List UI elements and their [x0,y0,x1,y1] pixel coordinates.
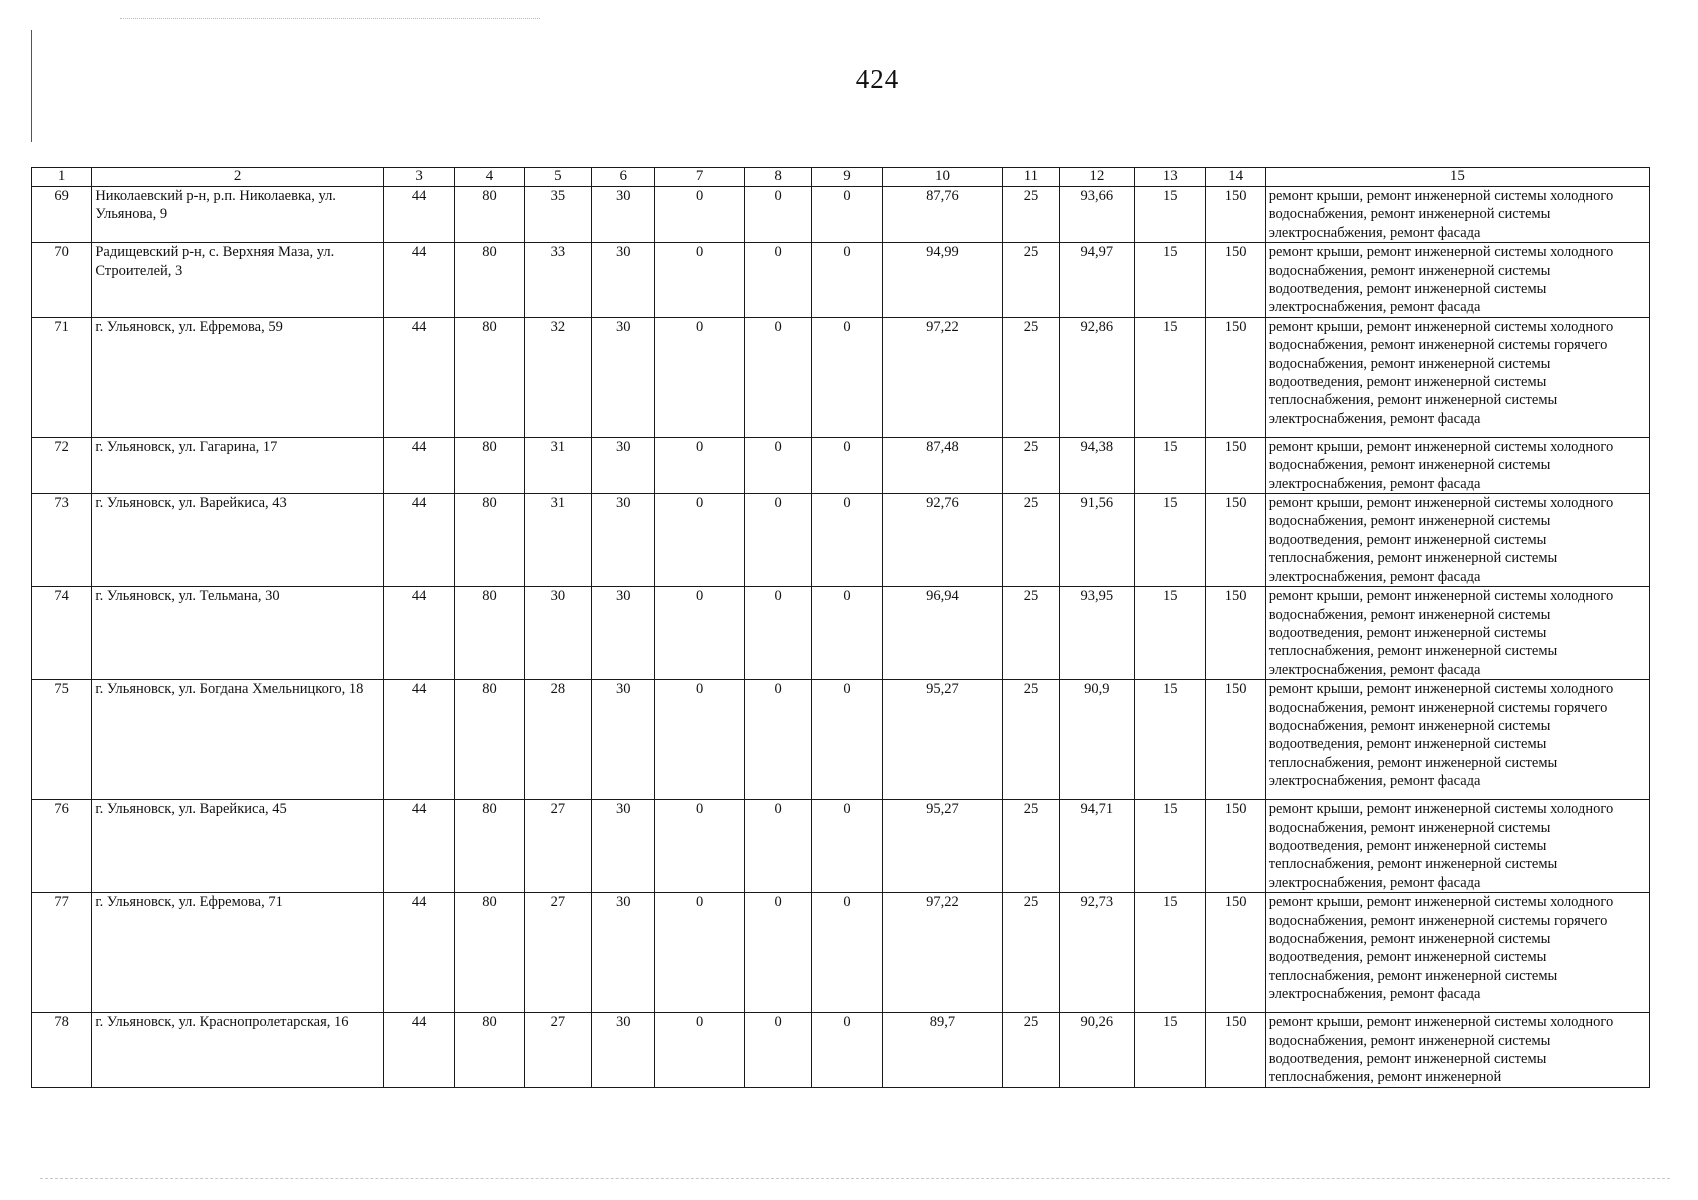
cell-value-col-8: 0 [744,494,811,587]
cell-value-col-9: 0 [812,437,882,493]
cell-value-col-14: 150 [1206,494,1265,587]
cell-value-col-10: 87,76 [882,187,1003,243]
address-cell: г. Ульяновск, ул. Ефремова, 71 [92,893,384,1013]
cell-value-col-11: 25 [1003,187,1059,243]
cell-value-col-14: 150 [1206,680,1265,800]
cell-value-col-10: 97,22 [882,893,1003,1013]
column-header-8: 8 [744,168,811,187]
row-number: 75 [32,680,92,800]
cell-value-col-12: 90,9 [1059,680,1134,800]
cell-value-col-4: 80 [455,1013,524,1088]
row-number: 77 [32,893,92,1013]
column-header-9: 9 [812,168,882,187]
cell-value-col-6: 30 [592,893,655,1013]
scan-noise [120,18,540,27]
cell-value-col-6: 30 [592,494,655,587]
cell-value-col-13: 15 [1135,187,1206,243]
cell-value-col-14: 150 [1206,800,1265,893]
cell-value-col-6: 30 [592,680,655,800]
cell-value-col-3: 44 [383,800,454,893]
cell-value-col-5: 32 [524,317,591,437]
row-number: 72 [32,437,92,493]
address-cell: г. Ульяновск, ул. Тельмана, 30 [92,587,384,680]
cell-value-col-6: 30 [592,587,655,680]
cell-value-col-4: 80 [455,187,524,243]
cell-value-col-4: 80 [455,680,524,800]
cell-value-col-4: 80 [455,437,524,493]
table-row [32,587,1650,680]
cell-value-col-7: 0 [655,893,744,1013]
work-types-cell: ремонт крыши, ремонт инженерной системы холодного водоснабжения, ремонт инженерной системы водоотведения, ремонт инженерной системы теплоснабжения, ремонт инженерной системы электроснабжения, ремонт фасада [1265,587,1649,680]
table-row [32,187,1650,243]
work-types-cell: ремонт крыши, ремонт инженерной системы холодного водоснабжения, ремонт инженерной системы водоотведения, ремонт инженерной системы электроснабжения, ремонт фасада [1265,243,1649,318]
cell-value-col-6: 30 [592,243,655,318]
cell-value-col-6: 30 [592,1013,655,1088]
work-types-cell: ремонт крыши, ремонт инженерной системы холодного водоснабжения, ремонт инженерной системы электроснабжения, ремонт фасада [1265,187,1649,243]
cell-value-col-10: 96,94 [882,587,1003,680]
cell-value-col-5: 31 [524,437,591,493]
row-number: 70 [32,243,92,318]
column-header-4: 4 [455,168,524,187]
cell-value-col-14: 150 [1206,893,1265,1013]
address-cell: г. Ульяновск, ул. Ефремова, 59 [92,317,384,437]
row-number: 69 [32,187,92,243]
cell-value-col-10: 95,27 [882,680,1003,800]
row-number: 73 [32,494,92,587]
cell-value-col-10: 95,27 [882,800,1003,893]
cell-value-col-8: 0 [744,893,811,1013]
row-number: 78 [32,1013,92,1088]
cell-value-col-5: 28 [524,680,591,800]
work-types-cell: ремонт крыши, ремонт инженерной системы холодного водоснабжения, ремонт инженерной системы водоотведения, ремонт инженерной системы теплоснабжения, ремонт инженерной [1265,1013,1649,1088]
column-header-15: 15 [1265,168,1649,187]
cell-value-col-7: 0 [655,494,744,587]
cell-value-col-7: 0 [655,800,744,893]
cell-value-col-12: 90,26 [1059,1013,1134,1088]
table-row [32,1013,1650,1088]
cell-value-col-12: 93,66 [1059,187,1134,243]
cell-value-col-8: 0 [744,680,811,800]
cell-value-col-11: 25 [1003,800,1059,893]
cell-value-col-13: 15 [1135,893,1206,1013]
cell-value-col-9: 0 [812,494,882,587]
cell-value-col-8: 0 [744,800,811,893]
cell-value-col-13: 15 [1135,317,1206,437]
cell-value-col-13: 15 [1135,680,1206,800]
cell-value-col-14: 150 [1206,243,1265,318]
cell-value-col-14: 150 [1206,187,1265,243]
cell-value-col-7: 0 [655,187,744,243]
column-header-13: 13 [1135,168,1206,187]
cell-value-col-12: 92,86 [1059,317,1134,437]
cell-value-col-6: 30 [592,437,655,493]
work-types-cell: ремонт крыши, ремонт инженерной системы холодного водоснабжения, ремонт инженерной системы водоотведения, ремонт инженерной системы теплоснабжения, ремонт инженерной системы электроснабжения, ремонт фасада [1265,494,1649,587]
cell-value-col-12: 94,71 [1059,800,1134,893]
column-header-5: 5 [524,168,591,187]
address-cell: Радищевский р-н, с. Верхняя Маза, ул. Строителей, 3 [92,243,384,318]
cell-value-col-7: 0 [655,437,744,493]
cell-value-col-11: 25 [1003,680,1059,800]
cell-value-col-6: 30 [592,800,655,893]
cell-value-col-8: 0 [744,317,811,437]
cell-value-col-11: 25 [1003,317,1059,437]
address-cell: г. Ульяновск, ул. Богдана Хмельницкого, 18 [92,680,384,800]
cell-value-col-7: 0 [655,680,744,800]
cell-value-col-9: 0 [812,1013,882,1088]
column-header-6: 6 [592,168,655,187]
table-row [32,680,1650,800]
cell-value-col-4: 80 [455,494,524,587]
address-cell: г. Ульяновск, ул. Краснопролетарская, 16 [92,1013,384,1088]
column-header-1: 1 [32,168,92,187]
work-types-cell: ремонт крыши, ремонт инженерной системы холодного водоснабжения, ремонт инженерной системы горячего водоснабжения, ремонт инженерной системы водоотведения, ремонт инженерной системы теплоснабжения, ремонт инженерной системы электроснабжения, ремонт фасада [1265,893,1649,1013]
cell-value-col-14: 150 [1206,437,1265,493]
cell-value-col-13: 15 [1135,1013,1206,1088]
cell-value-col-6: 30 [592,317,655,437]
table-row [32,893,1650,1013]
cell-value-col-3: 44 [383,1013,454,1088]
cell-value-col-5: 30 [524,587,591,680]
row-number: 71 [32,317,92,437]
cell-value-col-13: 15 [1135,243,1206,318]
cell-value-col-3: 44 [383,587,454,680]
cell-value-col-11: 25 [1003,437,1059,493]
cell-value-col-11: 25 [1003,1013,1059,1088]
cell-value-col-14: 150 [1206,317,1265,437]
cell-value-col-4: 80 [455,317,524,437]
cell-value-col-5: 27 [524,1013,591,1088]
cell-value-col-14: 150 [1206,1013,1265,1088]
table-row [32,317,1650,437]
table-row [32,243,1650,318]
cell-value-col-11: 25 [1003,494,1059,587]
address-cell: г. Ульяновск, ул. Варейкиса, 43 [92,494,384,587]
table-header-row [32,168,1650,187]
cell-value-col-10: 87,48 [882,437,1003,493]
cell-value-col-5: 27 [524,800,591,893]
address-cell: г. Ульяновск, ул. Варейкиса, 45 [92,800,384,893]
column-header-7: 7 [655,168,744,187]
cell-value-col-11: 25 [1003,587,1059,680]
cell-value-col-12: 94,38 [1059,437,1134,493]
cell-value-col-8: 0 [744,187,811,243]
column-header-12: 12 [1059,168,1134,187]
table-row [32,494,1650,587]
cell-value-col-5: 27 [524,893,591,1013]
cell-value-col-12: 94,97 [1059,243,1134,318]
table-body [32,187,1650,1088]
cell-value-col-10: 89,7 [882,1013,1003,1088]
row-number: 76 [32,800,92,893]
cell-value-col-13: 15 [1135,800,1206,893]
column-header-14: 14 [1206,168,1265,187]
cell-value-col-3: 44 [383,893,454,1013]
cell-value-col-11: 25 [1003,893,1059,1013]
cell-value-col-13: 15 [1135,494,1206,587]
cell-value-col-7: 0 [655,243,744,318]
cell-value-col-7: 0 [655,1013,744,1088]
cell-value-col-13: 15 [1135,437,1206,493]
cell-value-col-9: 0 [812,800,882,893]
cell-value-col-9: 0 [812,587,882,680]
cell-value-col-4: 80 [455,243,524,318]
column-header-10: 10 [882,168,1003,187]
cell-value-col-3: 44 [383,317,454,437]
column-header-3: 3 [383,168,454,187]
cell-value-col-3: 44 [383,243,454,318]
cell-value-col-10: 92,76 [882,494,1003,587]
column-header-11: 11 [1003,168,1059,187]
work-types-cell: ремонт крыши, ремонт инженерной системы холодного водоснабжения, ремонт инженерной системы горячего водоснабжения, ремонт инженерной системы водоотведения, ремонт инженерной системы теплоснабжения, ремонт инженерной системы электроснабжения, ремонт фасада [1265,680,1649,800]
cell-value-col-12: 92,73 [1059,893,1134,1013]
cell-value-col-9: 0 [812,893,882,1013]
column-header-2: 2 [92,168,384,187]
cell-value-col-9: 0 [812,243,882,318]
cell-value-col-4: 80 [455,587,524,680]
cell-value-col-6: 30 [592,187,655,243]
cell-value-col-8: 0 [744,243,811,318]
address-cell: Николаевский р-н, р.п. Николаевка, ул. Ульянова, 9 [92,187,384,243]
cell-value-col-4: 80 [455,893,524,1013]
scan-noise [40,1178,1670,1180]
table-row [32,437,1650,493]
cell-value-col-3: 44 [383,680,454,800]
cell-value-col-11: 25 [1003,243,1059,318]
cell-value-col-8: 0 [744,437,811,493]
cell-value-col-7: 0 [655,587,744,680]
table-row [32,800,1650,893]
cell-value-col-3: 44 [383,437,454,493]
repair-table [31,167,1650,1088]
work-types-cell: ремонт крыши, ремонт инженерной системы холодного водоснабжения, ремонт инженерной системы электроснабжения, ремонт фасада [1265,437,1649,493]
cell-value-col-9: 0 [812,680,882,800]
cell-value-col-10: 94,99 [882,243,1003,318]
page-number: 424 [855,64,900,94]
address-cell: г. Ульяновск, ул. Гагарина, 17 [92,437,384,493]
cell-value-col-13: 15 [1135,587,1206,680]
cell-value-col-4: 80 [455,800,524,893]
cell-value-col-12: 91,56 [1059,494,1134,587]
cell-value-col-14: 150 [1206,587,1265,680]
work-types-cell: ремонт крыши, ремонт инженерной системы холодного водоснабжения, ремонт инженерной системы горячего водоснабжения, ремонт инженерной системы водоотведения, ремонт инженерной системы теплоснабжения, ремонт инженерной системы электроснабжения, ремонт фасада [1265,317,1649,437]
cell-value-col-5: 35 [524,187,591,243]
cell-value-col-7: 0 [655,317,744,437]
cell-value-col-9: 0 [812,317,882,437]
cell-value-col-3: 44 [383,187,454,243]
cell-value-col-5: 31 [524,494,591,587]
cell-value-col-3: 44 [383,494,454,587]
cell-value-col-10: 97,22 [882,317,1003,437]
work-types-cell: ремонт крыши, ремонт инженерной системы холодного водоснабжения, ремонт инженерной системы водоотведения, ремонт инженерной системы теплоснабжения, ремонт инженерной системы электроснабжения, ремонт фасада [1265,800,1649,893]
cell-value-col-9: 0 [812,187,882,243]
row-number: 74 [32,587,92,680]
cell-value-col-12: 93,95 [1059,587,1134,680]
cell-value-col-8: 0 [744,1013,811,1088]
cell-value-col-8: 0 [744,587,811,680]
cell-value-col-5: 33 [524,243,591,318]
